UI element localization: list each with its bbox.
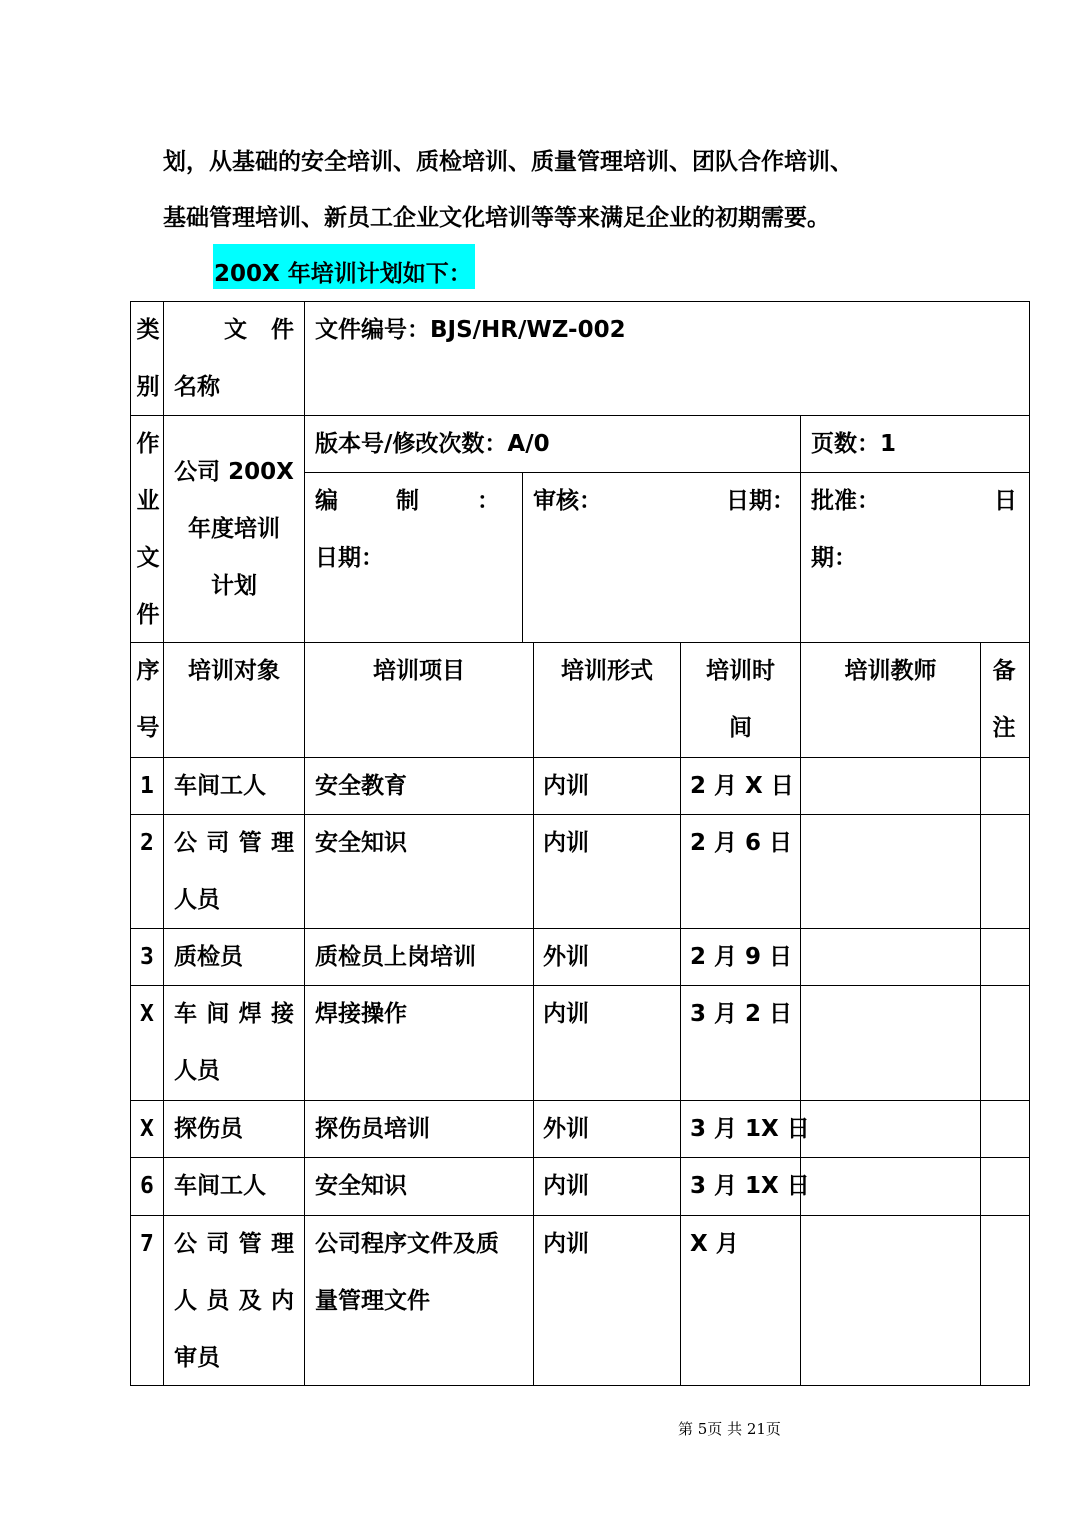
row-6-time: 3 月 1X 日 [690, 1173, 810, 1199]
file-name-label-2: 名称 [174, 374, 220, 400]
row-4-form: 内训 [543, 1001, 589, 1027]
column-header-teacher: 培训教师 [844, 658, 937, 684]
category-value: 作 业 文 件 [136, 431, 160, 628]
column-header-form: 培训形式 [561, 658, 653, 684]
table-rule [800, 415, 801, 642]
row-7-target-line2: 人 员 及 内 [174, 1288, 294, 1314]
row-1-target: 车间工人 [174, 773, 266, 799]
approved-date-label-2: 期： [811, 545, 857, 571]
file-name-value-2: 年度培训 [188, 516, 280, 542]
row-1-item: 安全教育 [315, 773, 407, 799]
column-header-item: 培训项目 [373, 658, 465, 684]
column-header-time [681, 643, 800, 757]
row-2-target-line2: 人员 [174, 887, 220, 913]
table-rule [533, 642, 534, 1386]
row-4-no: X [140, 1001, 154, 1027]
row-3-no: 3 [140, 944, 154, 970]
page-footer: 第 5页 共 21页 [678, 1420, 781, 1438]
table-rule [522, 472, 523, 642]
row-3-item: 质检员上岗培训 [315, 944, 476, 970]
row-7-no: 7 [140, 1231, 154, 1257]
row-4-time: 3 月 2 日 [690, 1001, 793, 1027]
row-6-item: 安全知识 [315, 1173, 407, 1199]
table-border-bottom [130, 1385, 1030, 1386]
intro-line-1: 划，从基础的安全培训、质检培训、质量管理培训、团队合作培训、 [163, 149, 853, 175]
page-count: 页数：1 [811, 431, 897, 457]
row-2-item: 安全知识 [315, 830, 407, 856]
row-3-time: 2 月 9 日 [690, 944, 793, 970]
row-7-item-line2: 量管理文件 [315, 1288, 430, 1314]
column-header-note: 备 注 [992, 658, 1016, 741]
file-name-value-3: 计划 [211, 573, 257, 599]
row-7-item-line1: 公司程序文件及质 [315, 1231, 499, 1257]
row-7-target-line1: 公 司 管 理 [174, 1231, 294, 1257]
row-6-form: 内训 [543, 1173, 589, 1199]
intro-line-2: 基础管理培训、新员工企业文化培训等等来满足企业的初期需要。 [163, 205, 830, 231]
column-header-target: 培训对象 [188, 658, 280, 684]
version-number: 版本号/修改次数：A/0 [315, 431, 550, 457]
row-5-time: 3 月 1X 日 [690, 1116, 810, 1142]
row-3-target: 质检员 [174, 944, 243, 970]
row-4-target-line2: 人员 [174, 1058, 220, 1084]
column-header-time-part1: 培训时 [706, 658, 775, 684]
row-7-form: 内训 [543, 1231, 589, 1257]
row-1-form: 内训 [543, 773, 589, 799]
compiled-label: 编 制 ： [315, 488, 500, 514]
table-border-left [130, 301, 131, 1386]
column-header-no: 序 号 [136, 658, 160, 741]
row-6-no: 6 [140, 1173, 154, 1199]
column-header-time-part2: 间 [729, 715, 752, 741]
file-name-label-1: 文 件 [224, 317, 294, 343]
row-2-form: 内训 [543, 830, 589, 856]
row-2-target-line1: 公 司 管 理 [174, 830, 294, 856]
approved-label: 批准： [811, 488, 880, 514]
table-rule [304, 301, 305, 1386]
row-5-target: 探伤员 [174, 1116, 243, 1142]
table-rule [980, 642, 981, 1386]
compiled-date-label: 日期： [315, 545, 384, 571]
category-label: 类 别 [136, 317, 160, 400]
row-2-no: 2 [140, 830, 154, 856]
row-7-target-line3: 审员 [174, 1345, 220, 1371]
row-2-time: 2 月 6 日 [690, 830, 793, 856]
table-rule [800, 642, 801, 1386]
row-1-time: 2 月 X 日 [690, 773, 794, 799]
training-plan-table [130, 301, 1030, 1386]
plan-heading: 200X 年培训计划如下： [214, 261, 472, 287]
reviewed-date-label: 日期： [726, 488, 795, 514]
row-5-no: X [140, 1116, 154, 1142]
row-1-no: 1 [140, 773, 154, 799]
reviewed-label: 审核： [533, 488, 602, 514]
row-5-item: 探伤员培训 [315, 1116, 430, 1142]
row-4-item: 焊接操作 [315, 1001, 407, 1027]
file-number: 文件编号：BJS/HR/WZ-002 [315, 317, 626, 343]
file-name-value-1: 公司 200X [174, 459, 294, 485]
row-3-form: 外训 [543, 944, 589, 970]
row-5-form: 外训 [543, 1116, 589, 1142]
row-6-target: 车间工人 [174, 1173, 266, 1199]
row-7-time: X 月 [690, 1231, 739, 1257]
table-border-right [1029, 301, 1030, 1386]
approved-date-label: 日 [994, 488, 1017, 514]
row-4-target-line1: 车 间 焊 接 [174, 1001, 294, 1027]
